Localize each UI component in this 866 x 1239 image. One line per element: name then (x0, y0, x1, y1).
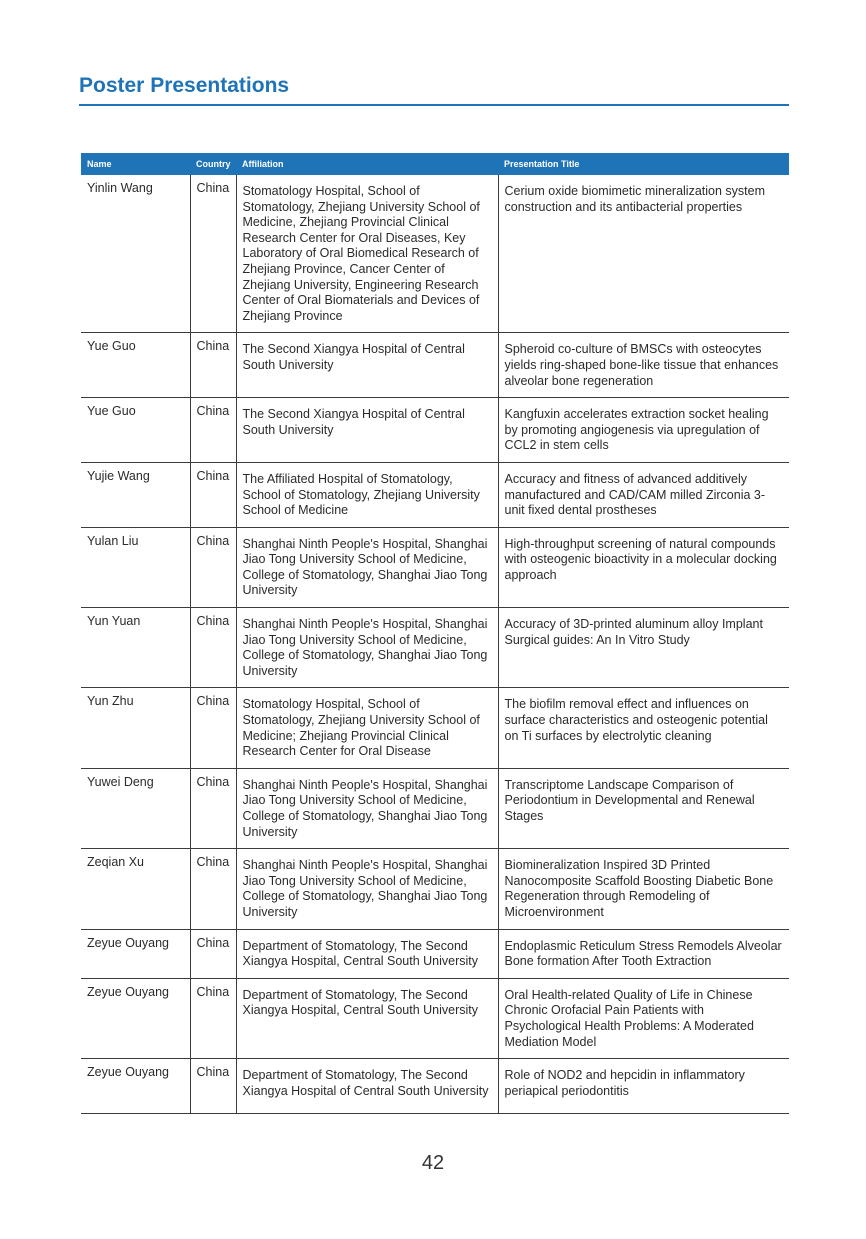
presentation-title: Accuracy of 3D-printed aluminum alloy Implant Surgical guides: An In Vitro Study (498, 608, 789, 688)
presentation-title: High-throughput screening of natural compounds with osteogenic bioactivity in a molecular docking approach (498, 527, 789, 607)
presenter-name: Zeqian Xu (81, 849, 190, 929)
presenter-affiliation: The Affiliated Hospital of Stomatology, School of Stomatology, Zhejiang University School of Medicine (236, 462, 498, 527)
presenter-country: China (190, 688, 236, 768)
table-row (81, 608, 789, 688)
presenter-country: China (190, 768, 236, 848)
presenter-affiliation: Stomatology Hospital, School of Stomatology, Zhejiang University School of Medicine; Zhejiang Provincial Clinical Research Center for Oral Disease (236, 688, 498, 768)
table-row (81, 462, 789, 527)
table-row (81, 333, 789, 398)
presenter-affiliation: Department of Stomatology, The Second Xiangya Hospital of Central South University (236, 1059, 498, 1114)
presentation-title: Role of NOD2 and hepcidin in inflammatory periapical periodontitis (498, 1059, 789, 1114)
header-name: Name (81, 153, 190, 175)
poster-presentations-table (81, 153, 789, 1114)
presenter-name: Yun Yuan (81, 608, 190, 688)
header-affiliation: Affiliation (236, 153, 498, 175)
presenter-country: China (190, 462, 236, 527)
presenter-affiliation: Shanghai Ninth People's Hospital, Shanghai Jiao Tong University School of Medicine, College of Stomatology, Shanghai Jiao Tong University (236, 849, 498, 929)
presenter-country: China (190, 175, 236, 333)
table-row (81, 1059, 789, 1114)
presenter-country: China (190, 849, 236, 929)
presenter-affiliation: Shanghai Ninth People's Hospital, Shanghai Jiao Tong University School of Medicine, College of Stomatology, Shanghai Jiao Tong University (236, 608, 498, 688)
table-body (81, 175, 789, 1114)
presentation-title: Kangfuxin accelerates extraction socket healing by promoting angiogenesis via upregulation of CCL2 in stem cells (498, 398, 789, 463)
table-row (81, 929, 789, 978)
presenter-name: Zeyue Ouyang (81, 1059, 190, 1114)
table-row (81, 398, 789, 463)
presenter-name: Zeyue Ouyang (81, 929, 190, 978)
presentation-title: Oral Health-related Quality of Life in Chinese Chronic Orofacial Pain Patients with Psychological Health Problems: A Moderated Mediation Model (498, 978, 789, 1058)
presentation-title: Cerium oxide biomimetic mineralization system construction and its antibacterial properties (498, 175, 789, 333)
presenter-name: Yuwei Deng (81, 768, 190, 848)
presenter-affiliation: Shanghai Ninth People's Hospital, Shanghai Jiao Tong University School of Medicine, College of Stomatology, Shanghai Jiao Tong University (236, 768, 498, 848)
presentation-title: The biofilm removal effect and influences on surface characteristics and osteogenic potential on Ti surfaces by electrolytic cleaning (498, 688, 789, 768)
presentation-title: Accuracy and fitness of advanced additively manufactured and CAD/CAM milled Zirconia 3-unit fixed dental prostheses (498, 462, 789, 527)
header-country: Country (190, 153, 236, 175)
presenter-name: Yun Zhu (81, 688, 190, 768)
presenter-country: China (190, 978, 236, 1058)
table-row (81, 978, 789, 1058)
presenter-affiliation: Department of Stomatology, The Second Xiangya Hospital, Central South University (236, 978, 498, 1058)
presenter-name: Yue Guo (81, 333, 190, 398)
presenter-affiliation: Shanghai Ninth People's Hospital, Shanghai Jiao Tong University School of Medicine, College of Stomatology, Shanghai Jiao Tong University (236, 527, 498, 607)
section-title: Poster Presentations (79, 74, 290, 97)
presenter-country: China (190, 527, 236, 607)
presenter-country: China (190, 929, 236, 978)
table-row (81, 768, 789, 848)
presenter-name: Zeyue Ouyang (81, 978, 190, 1058)
presenter-country: China (190, 333, 236, 398)
table-row (81, 688, 789, 768)
title-divider (79, 104, 789, 106)
table-row (81, 175, 789, 333)
presenter-country: China (190, 1059, 236, 1114)
header-presentation-title: Presentation Title (498, 153, 789, 175)
presenter-name: Yulan Liu (81, 527, 190, 607)
presenter-affiliation: The Second Xiangya Hospital of Central South University (236, 333, 498, 398)
presentation-title: Transcriptome Landscape Comparison of Periodontium in Developmental and Renewal Stages (498, 768, 789, 848)
table-row (81, 849, 789, 929)
presenter-country: China (190, 608, 236, 688)
presenter-name: Yue Guo (81, 398, 190, 463)
table-header-row (81, 153, 789, 175)
presenter-affiliation: Stomatology Hospital, School of Stomatology, Zhejiang University School of Medicine, Zhejiang Provincial Clinical Research Center for Oral Diseases, Key Laboratory of Oral Biomedical Research of Zhejiang Province, Cancer Center of Zhejiang University, Engineering Research Center of Oral Biomaterials and Devices of Zhejiang Province (236, 175, 498, 333)
page-number: 42 (421, 1152, 445, 1174)
presentation-title: Endoplasmic Reticulum Stress Remodels Alveolar Bone formation After Tooth Extraction (498, 929, 789, 978)
table-row (81, 527, 789, 607)
presenter-affiliation: The Second Xiangya Hospital of Central South University (236, 398, 498, 463)
presentation-title: Spheroid co-culture of BMSCs with osteocytes yields ring-shaped bone-like tissue that enhances alveolar bone regeneration (498, 333, 789, 398)
presentation-title: Biomineralization Inspired 3D Printed Nanocomposite Scaffold Boosting Diabetic Bone Regeneration through Remodeling of Microenvironment (498, 849, 789, 929)
presenter-country: China (190, 398, 236, 463)
presenter-name: Yujie Wang (81, 462, 190, 527)
presenter-name: Yinlin Wang (81, 175, 190, 333)
presenter-affiliation: Department of Stomatology, The Second Xiangya Hospital, Central South University (236, 929, 498, 978)
